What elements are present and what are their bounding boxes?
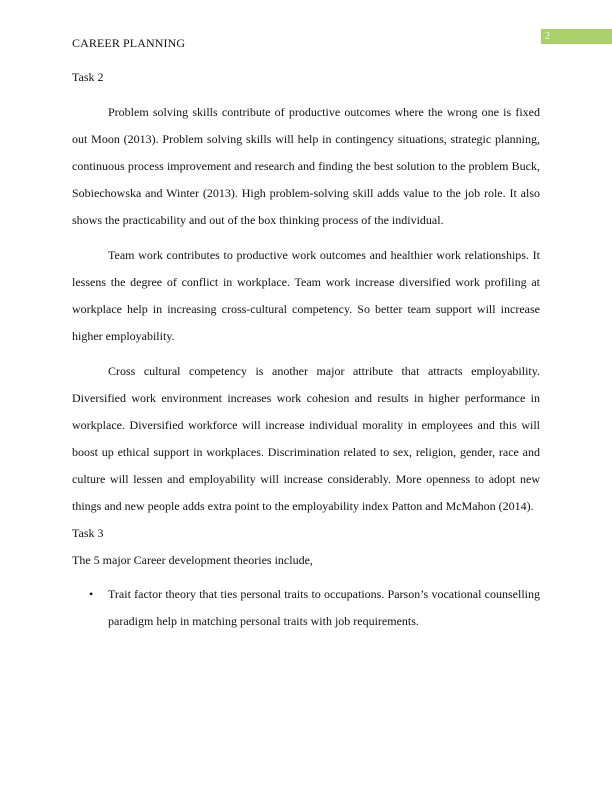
list-item	[72, 581, 540, 635]
bullet-icon: •	[89, 587, 94, 601]
task2-paragraph-1: Problem solving skills contribute of productive outcomes where the wrong one is fixed out Moon (2013). Problem solving skills will help in contingency situations, strategic planning, continuous process improvement and research and finding the best solution to the problem Buck, Sobiechowska and Winter (2013). High problem-solving skill adds value to the job role. It also shows the practicability and out of the box thinking process of the individual.	[72, 105, 540, 227]
task2-heading: Task 2	[72, 70, 104, 84]
document-body	[72, 64, 540, 635]
task3-bullet-list	[72, 581, 540, 635]
running-head: CAREER PLANNING	[72, 36, 186, 50]
task2-paragraph-2: Team work contributes to productive work outcomes and healthier work relationships. It lessens the degree of conflict in workplace. Team work increase diversified work profiling at workplace help in increasing cross-cultural competency. So better team support will increase higher employability.	[72, 248, 540, 343]
page-number: 2	[541, 29, 612, 44]
task3-heading: Task 3	[72, 526, 104, 540]
task3-intro: The 5 major Career development theories include,	[72, 553, 313, 567]
task2-paragraph-3: Cross cultural competency is another major attribute that attracts employability. Diversified work environment increases work cohesion and results in higher performance in workplace. Diversified workforce will increase individual morality in employees and this will boost up ethical support in workplaces. Discrimination related to sex, religion, gender, race and culture will lessen and employability will increase considerably. More openness to adopt new things and new people adds extra point to the employability index Patton and McMahon (2014).	[72, 364, 540, 513]
list-item-text: Trait factor theory that ties personal traits to occupations. Parson’s vocational counselling paradigm help in matching personal traits with job requirements.	[108, 587, 540, 628]
